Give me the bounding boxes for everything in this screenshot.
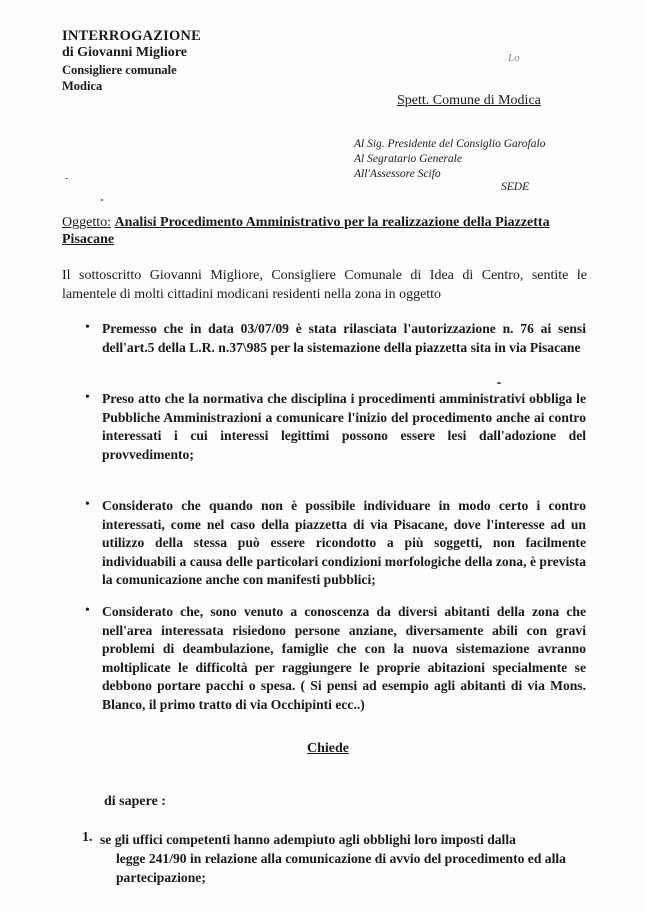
bullet-dot-icon: • — [85, 497, 90, 512]
intro-paragraph: Il sottoscritto Giovanni Migliore, Consigliere Comunale di Idea di Centro, sentite le lamentele di molti cittadini modicani residenti nella zona in oggetto — [62, 268, 587, 302]
recipient-line: All'Assessore Scifo — [354, 168, 441, 180]
addressee-sede: SEDE — [501, 181, 530, 193]
scan-speck — [497, 382, 501, 384]
request-item — [100, 830, 590, 887]
author-name: di Giovanni Migliore — [62, 45, 187, 60]
handwritten-mark: Lo — [508, 52, 520, 64]
subject-text: Analisi Procedimento Amministrativo per la realizzazione della Piazzetta Pisacane — [62, 215, 550, 247]
premise-paragraph: Considerato che, sono venuto a conoscenza da diversi abitanti della zona che nell'area interessata risiedono persone anziane, diversamente abili con gravi problemi di deambulazione, famiglie che con la nuova sistemazione avranno moltiplicate le difficoltà per raggiungere le proprie abitazioni specialmente se debbono portare pacchi o spesa. ( Si pensi ad esempio agli abitanti di via Mons. Blanco, il primo tratto di via Occhipinti ecc..) — [102, 604, 586, 712]
addressee-main: Spett. Comune di Modica — [397, 93, 541, 108]
subject-label: Oggetto: — [62, 215, 111, 230]
bullet-dot-icon: • — [85, 390, 90, 405]
request-lead: di sapere : — [104, 794, 166, 809]
recipient-line: Al Segratario Generale — [354, 153, 462, 165]
recipient-line: Al Sig. Presidente del Consiglio Garofalo — [354, 138, 546, 150]
scan-speck — [65, 178, 68, 179]
bullet-dot-icon: • — [85, 603, 90, 618]
request-item-continuation: legge 241/90 in relazione alla comunicazione di avvio del procedimento ed alla partecipazione; — [116, 851, 566, 885]
author-city: Modica — [62, 79, 103, 93]
premise-paragraph: Premesso che in data 03/07/09 è stata rilasciata l'autorizzazione n. 76 ai sensi dell'art.5 della L.R. n.37\985 per la sistemazione della piazzetta sita in via Pisacane — [102, 321, 586, 355]
subject-line — [62, 214, 582, 248]
author-role: Consigliere comunale — [62, 63, 177, 77]
document-title: INTERROGAZIONE — [62, 28, 201, 44]
premise-paragraph: Preso atto che la normativa che disciplina i procedimenti amministrativi obbliga le Pubbliche Amministrazioni a comunicare l'inizio del procedimento anche ai contro interessati i cui interessi legittimi possono essere lesi dall'adozione del provvedimento; — [102, 391, 586, 462]
request-item-line: se gli uffici competenti hanno adempiuto agli obblighi loro imposti dalla — [100, 832, 516, 847]
scan-speck — [101, 199, 103, 201]
premise-paragraph: Considerato che quando non è possibile individuare in modo certo i contro interessati, come nel caso della piazzetta di via Pisacane, dove l'interesse ad un utilizzo della stessa può essere ricondotto a più soggetti, non facilmente individuabili a causa delle particolari condizioni morfologiche della zona, è prevista la comunicazione anche con manifesti pubblici; — [102, 498, 586, 587]
item-number: 1. — [82, 830, 93, 845]
request-heading: Chiede — [307, 741, 349, 756]
bullet-dot-icon: • — [85, 320, 90, 335]
